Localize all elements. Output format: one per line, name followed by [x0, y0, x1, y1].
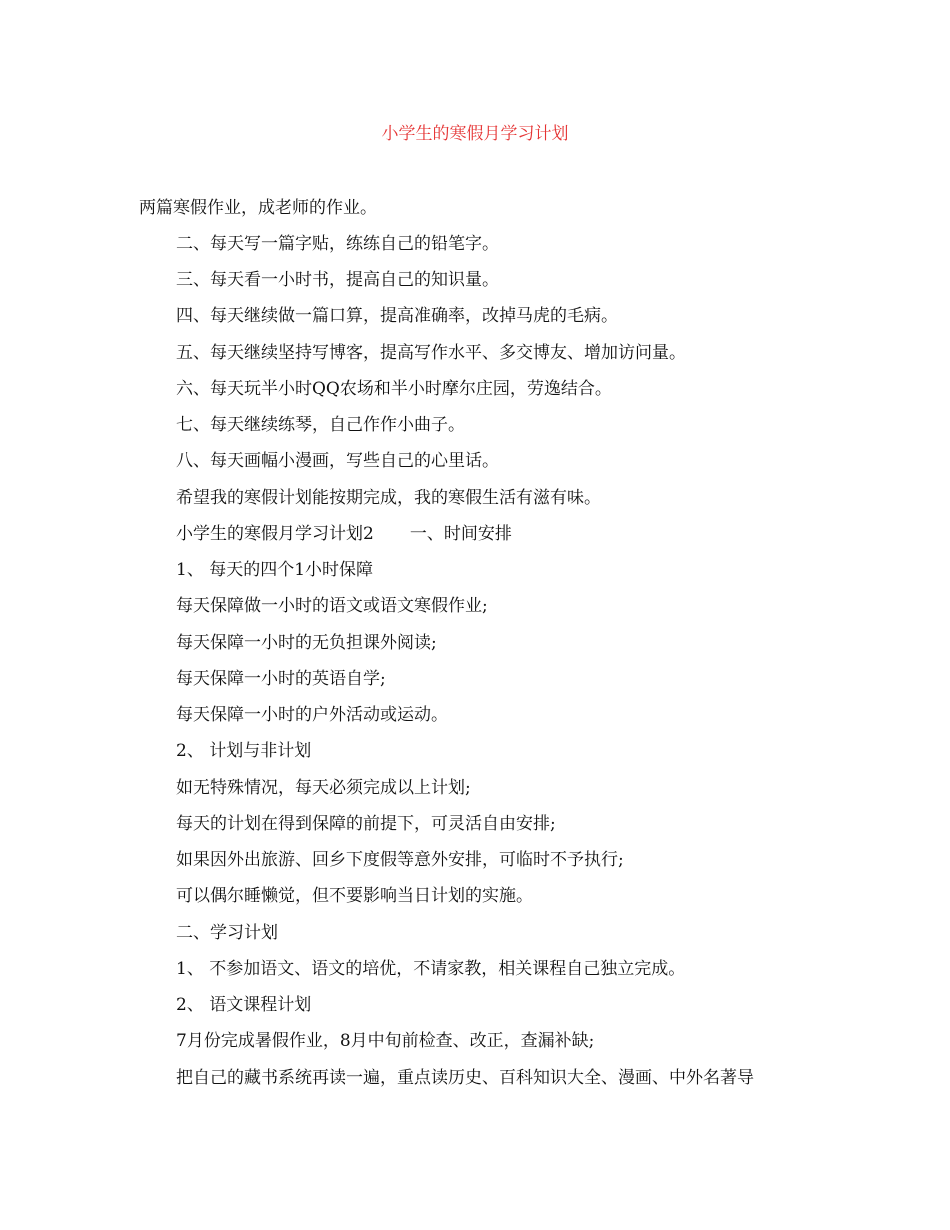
- paragraph-line: 2、 语文课程计划: [176, 995, 312, 1015]
- paragraph-line: 把自己的藏书系统再读一遍，重点读历史、百科知识大全、漫画、中外名著导: [176, 1068, 754, 1088]
- paragraph-line: 希望我的寒假计划能按期完成，我的寒假生活有滋有味。: [176, 488, 601, 508]
- paragraph-line: 每天的计划在得到保障的前提下，可灵活自由安排;: [176, 814, 556, 834]
- paragraph-line: 七、每天继续练琴，自己作作小曲子。: [176, 415, 465, 435]
- section-title: 小学生的寒假月学习计划2: [176, 524, 374, 544]
- section-heading: 一、时间安排: [409, 524, 512, 544]
- paragraph-line: 每天保障一小时的英语自学;: [176, 669, 386, 689]
- paragraph-line: 四、每天继续做一篇口算，提高准确率，改掉马虎的毛病。: [176, 306, 618, 326]
- paragraph-line: 可以偶尔睡懒觉，但不要影响当日计划的实施。: [176, 886, 533, 906]
- paragraph-line: 五、每天继续坚持写博客，提高写作水平、多交博友、增加访问量。: [176, 343, 686, 363]
- paragraph-line: 三、每天看一小时书，提高自己的知识量。: [176, 270, 499, 290]
- paragraph-line: 六、每天玩半小时QQ农场和半小时摩尔庄园，劳逸结合。: [176, 379, 612, 399]
- document-title: 小学生的寒假月学习计划: [381, 124, 569, 144]
- paragraph-line: 二、学习计划: [176, 923, 278, 943]
- paragraph-line: 八、每天画幅小漫画，写些自己的心里话。: [176, 451, 499, 471]
- paragraph-line: 2、 计划与非计划: [176, 741, 312, 761]
- paragraph-line: 二、每天写一篇字贴，练练自己的铅笔字。: [176, 234, 499, 254]
- paragraph-line-with-heading: [176, 522, 512, 546]
- paragraph-line: 7月份完成暑假作业，8月中旬前检查、改正，查漏补缺;: [176, 1031, 595, 1051]
- paragraph-line: 每天保障一小时的户外活动或运动。: [176, 705, 448, 725]
- paragraph-line: 两篇寒假作业，成老师的作业。: [139, 198, 377, 218]
- paragraph-line: 如无特殊情况，每天必须完成以上计划;: [176, 778, 471, 798]
- paragraph-line: 每天保障一小时的无负担课外阅读;: [176, 633, 437, 653]
- paragraph-line: 每天保障做一小时的语文或语文寒假作业;: [176, 596, 488, 616]
- paragraph-line: 如果因外出旅游、回乡下度假等意外安排，可临时不予执行;: [176, 850, 624, 870]
- paragraph-line: 1、 每天的四个1小时保障: [176, 560, 374, 580]
- paragraph-line: 1、 不参加语文、语文的培优，不请家教，相关课程自己独立完成。: [176, 959, 686, 979]
